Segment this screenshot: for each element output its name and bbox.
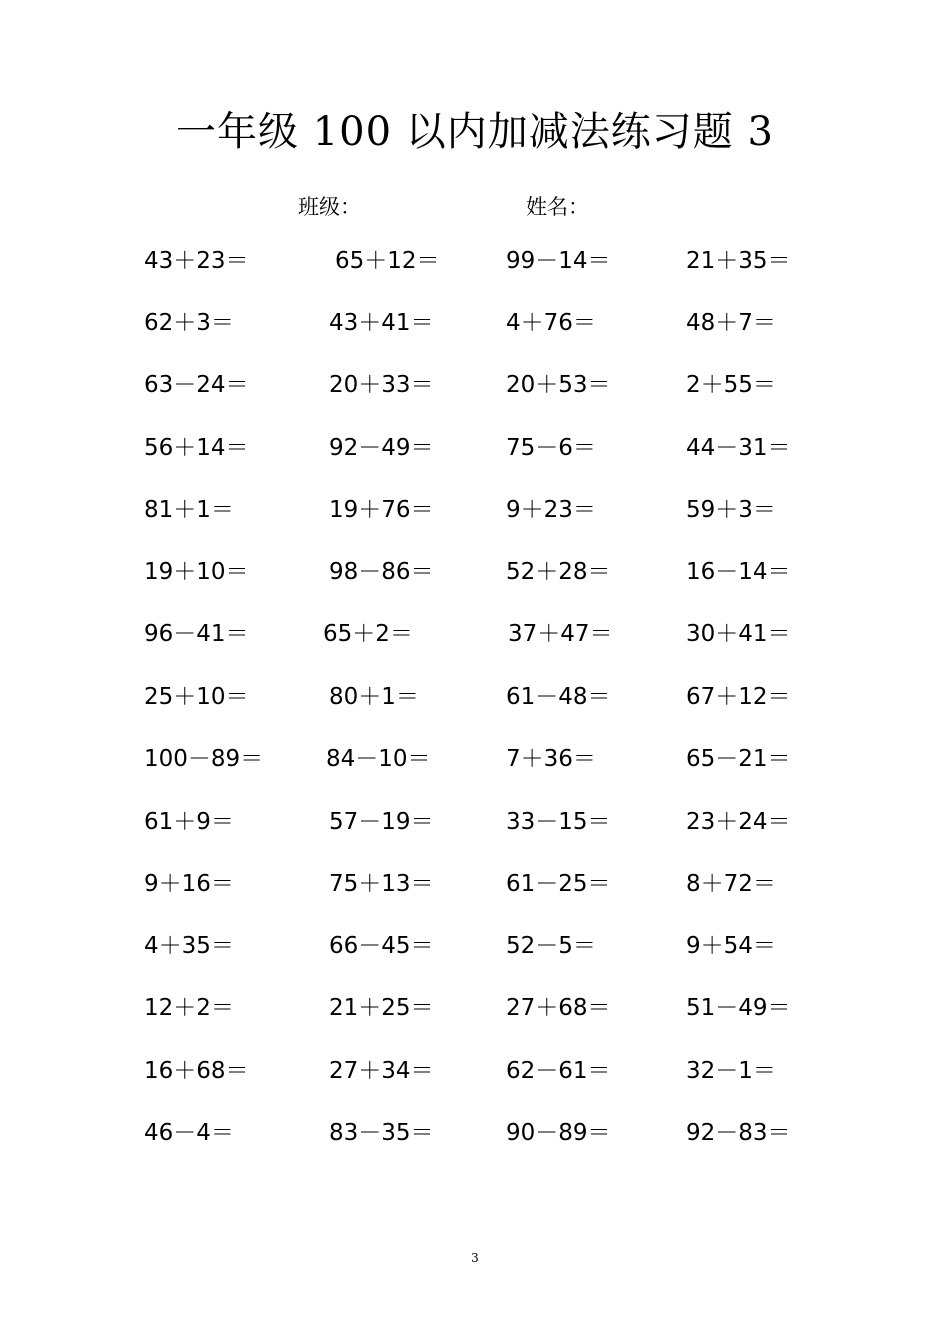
problem-row <box>0 490 950 530</box>
problem: 65＋2＝ <box>323 621 413 647</box>
problem: 27＋34＝ <box>329 1058 434 1084</box>
problem: 90－89＝ <box>506 1120 611 1146</box>
problem-row <box>0 926 950 966</box>
problem: 61－25＝ <box>506 871 611 897</box>
problem: 23＋24＝ <box>686 809 791 835</box>
problem: 7＋36＝ <box>506 746 596 772</box>
problem-row <box>0 802 950 842</box>
problem: 9＋54＝ <box>686 933 776 959</box>
problem: 37＋47＝ <box>508 621 613 647</box>
problem-row <box>0 1113 950 1153</box>
problem: 62＋3＝ <box>144 310 234 336</box>
problem: 80＋1＝ <box>329 684 419 710</box>
problem: 59＋3＝ <box>686 497 776 523</box>
problem: 61－48＝ <box>506 684 611 710</box>
problem-row <box>0 1051 950 1091</box>
problem: 96－41＝ <box>144 621 249 647</box>
page-number: 3 <box>471 1251 479 1265</box>
problem: 52＋28＝ <box>506 559 611 585</box>
problem: 57－19＝ <box>329 809 434 835</box>
problem: 19＋76＝ <box>329 497 434 523</box>
problem: 8＋72＝ <box>686 871 776 897</box>
problem: 20＋53＝ <box>506 372 611 398</box>
problem: 100－89＝ <box>144 746 264 772</box>
worksheet-title: 一年级 100 以内加减法练习题 3 <box>176 109 774 155</box>
problem: 83－35＝ <box>329 1120 434 1146</box>
problem-row <box>0 365 950 405</box>
problem: 44－31＝ <box>686 435 791 461</box>
problem: 66－45＝ <box>329 933 434 959</box>
problem: 9＋23＝ <box>506 497 596 523</box>
problem: 75＋13＝ <box>329 871 434 897</box>
problem: 20＋33＝ <box>329 372 434 398</box>
problem: 61＋9＝ <box>144 809 234 835</box>
problem: 67＋12＝ <box>686 684 791 710</box>
problem: 52－5＝ <box>506 933 596 959</box>
problem: 46－4＝ <box>144 1120 234 1146</box>
problem: 98－86＝ <box>329 559 434 585</box>
problem-row <box>0 614 950 654</box>
problem: 4＋76＝ <box>506 310 596 336</box>
problem: 12＋2＝ <box>144 995 234 1021</box>
problem: 9＋16＝ <box>144 871 234 897</box>
problem-row <box>0 552 950 592</box>
problem: 21＋35＝ <box>686 248 791 274</box>
problem: 56＋14＝ <box>144 435 249 461</box>
problem: 75－6＝ <box>506 435 596 461</box>
problem: 21＋25＝ <box>329 995 434 1021</box>
problem: 32－1＝ <box>686 1058 776 1084</box>
problem: 65＋12＝ <box>335 248 440 274</box>
problem-row <box>0 988 950 1028</box>
problem-row <box>0 677 950 717</box>
problem: 2＋55＝ <box>686 372 776 398</box>
name-label: 姓名： <box>526 195 589 219</box>
problem-row <box>0 739 950 779</box>
problem: 25＋10＝ <box>144 684 249 710</box>
problem: 19＋10＝ <box>144 559 249 585</box>
problem: 30＋41＝ <box>686 621 791 647</box>
problem: 27＋68＝ <box>506 995 611 1021</box>
problem: 51－49＝ <box>686 995 791 1021</box>
problem: 62－61＝ <box>506 1058 611 1084</box>
problem: 84－10＝ <box>326 746 431 772</box>
problem: 48＋7＝ <box>686 310 776 336</box>
problem: 16－14＝ <box>686 559 791 585</box>
problem: 65－21＝ <box>686 746 791 772</box>
problem: 92－83＝ <box>686 1120 791 1146</box>
problem: 16＋68＝ <box>144 1058 249 1084</box>
problem-row <box>0 428 950 468</box>
problem: 81＋1＝ <box>144 497 234 523</box>
problem: 63－24＝ <box>144 372 249 398</box>
problem-grid <box>0 241 950 1171</box>
problem: 43＋23＝ <box>144 248 249 274</box>
problem: 33－15＝ <box>506 809 611 835</box>
problem: 92－49＝ <box>329 435 434 461</box>
problem-row <box>0 241 950 281</box>
problem: 99－14＝ <box>506 248 611 274</box>
problem-row <box>0 303 950 343</box>
problem: 43＋41＝ <box>329 310 434 336</box>
class-label: 班级： <box>298 195 361 219</box>
problem-row <box>0 864 950 904</box>
problem: 4＋35＝ <box>144 933 234 959</box>
